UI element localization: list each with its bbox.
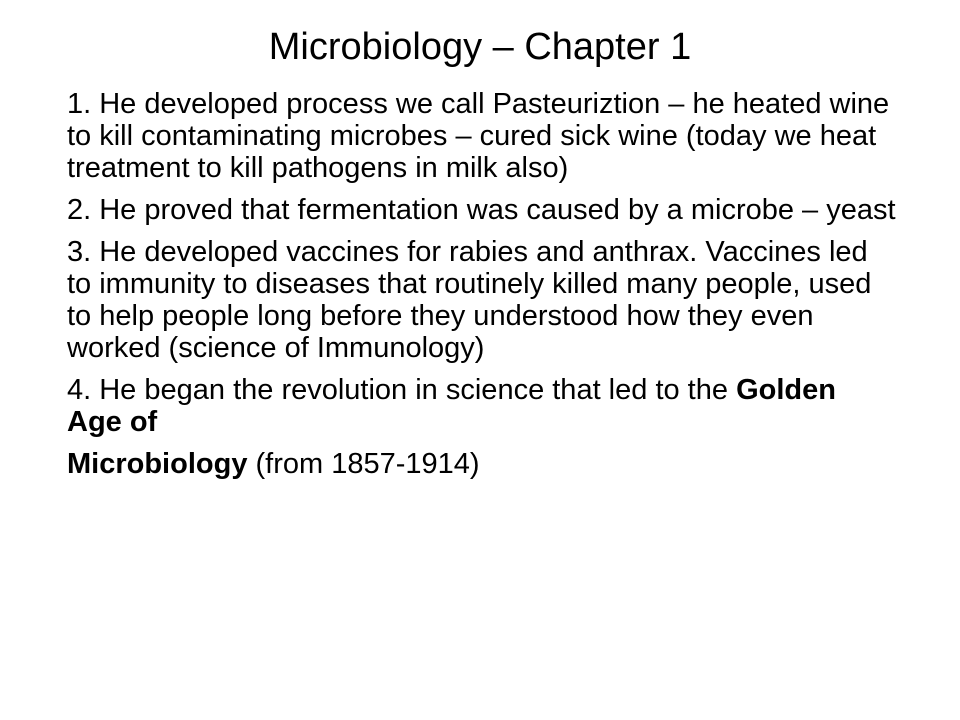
date-range-text: (from 1857-1914) bbox=[247, 448, 480, 480]
paragraph-2: 2. He proved that fermentation was caused by a microbe – yeast bbox=[67, 194, 896, 226]
paragraph-1: 1. He developed process we call Pasteuriztion – he heated wine to kill contaminating microbes – cured sick wine (today we heat treatment to kill pathogens in milk also) bbox=[67, 88, 890, 184]
paragraph-5 bbox=[67, 448, 897, 480]
microbiology-bold-text: Microbiology bbox=[67, 448, 248, 480]
slide-title: Microbiology – Chapter 1 bbox=[268, 26, 692, 68]
paragraph-4-text: 4. He began the revolution in science that led to the bbox=[67, 374, 737, 406]
paragraph-4 bbox=[67, 374, 897, 438]
paragraph-3: 3. He developed vaccines for rabies and anthrax. Vaccines led to immunity to diseases that routinely killed many people, used to help people long before they understood how they even worked (science of Immunology) bbox=[67, 236, 872, 364]
slide-body bbox=[67, 88, 897, 490]
golden-age-bold-text: Golden Age of bbox=[67, 374, 836, 438]
